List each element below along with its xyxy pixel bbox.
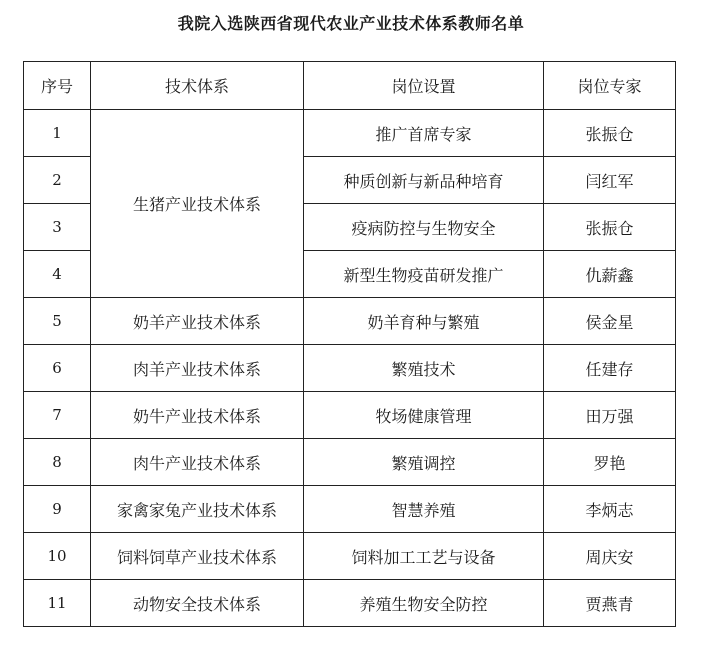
table-row bbox=[24, 486, 676, 533]
row-system: 奶牛产业技术体系 bbox=[91, 392, 304, 439]
row-post: 种质创新与新品种培育 bbox=[304, 157, 544, 204]
row-post: 繁殖调控 bbox=[304, 439, 544, 486]
row-expert: 任建存 bbox=[544, 345, 676, 392]
row-index: 3 bbox=[24, 204, 91, 251]
table-row bbox=[24, 439, 676, 486]
header-post: 岗位设置 bbox=[304, 62, 544, 110]
table-row bbox=[24, 580, 676, 627]
row-expert: 李炳志 bbox=[544, 486, 676, 533]
row-expert: 罗艳 bbox=[544, 439, 676, 486]
row-system: 家禽家兔产业技术体系 bbox=[91, 486, 304, 533]
row-system-merged: 生猪产业技术体系 bbox=[91, 110, 304, 298]
row-expert: 贾燕青 bbox=[544, 580, 676, 627]
table-row bbox=[24, 392, 676, 439]
row-index: 4 bbox=[24, 251, 91, 298]
row-post: 新型生物疫苗研发推广 bbox=[304, 251, 544, 298]
row-expert: 仇薪鑫 bbox=[544, 251, 676, 298]
row-post: 智慧养殖 bbox=[304, 486, 544, 533]
header-expert: 岗位专家 bbox=[544, 62, 676, 110]
expert-table bbox=[23, 61, 676, 627]
row-post: 养殖生物安全防控 bbox=[304, 580, 544, 627]
row-index: 10 bbox=[24, 533, 91, 580]
table-row bbox=[24, 345, 676, 392]
row-post: 推广首席专家 bbox=[304, 110, 544, 157]
row-post: 牧场健康管理 bbox=[304, 392, 544, 439]
row-index: 6 bbox=[24, 345, 91, 392]
row-index: 11 bbox=[24, 580, 91, 627]
row-expert: 周庆安 bbox=[544, 533, 676, 580]
row-index: 7 bbox=[24, 392, 91, 439]
row-post: 奶羊育种与繁殖 bbox=[304, 298, 544, 345]
header-system: 技术体系 bbox=[91, 62, 304, 110]
row-post: 繁殖技术 bbox=[304, 345, 544, 392]
row-post: 疫病防控与生物安全 bbox=[304, 204, 544, 251]
row-index: 1 bbox=[24, 110, 91, 157]
row-post: 饲料加工工艺与设备 bbox=[304, 533, 544, 580]
row-index: 9 bbox=[24, 486, 91, 533]
row-expert: 张振仓 bbox=[544, 204, 676, 251]
table-row bbox=[24, 298, 676, 345]
row-index: 5 bbox=[24, 298, 91, 345]
row-index: 8 bbox=[24, 439, 91, 486]
page-title: 我院入选陕西省现代农业产业技术体系教师名单 bbox=[177, 14, 525, 33]
table-header-row bbox=[24, 62, 676, 110]
table-row bbox=[24, 533, 676, 580]
row-expert: 张振仓 bbox=[544, 110, 676, 157]
row-system: 饲料饲草产业技术体系 bbox=[91, 533, 304, 580]
row-system: 肉羊产业技术体系 bbox=[91, 345, 304, 392]
row-system: 动物安全技术体系 bbox=[91, 580, 304, 627]
row-expert: 田万强 bbox=[544, 392, 676, 439]
row-index: 2 bbox=[24, 157, 91, 204]
row-expert: 闫红军 bbox=[544, 157, 676, 204]
row-system: 奶羊产业技术体系 bbox=[91, 298, 304, 345]
row-expert: 侯金星 bbox=[544, 298, 676, 345]
header-index: 序号 bbox=[24, 62, 91, 110]
row-system: 肉牛产业技术体系 bbox=[91, 439, 304, 486]
table-row bbox=[24, 110, 676, 157]
